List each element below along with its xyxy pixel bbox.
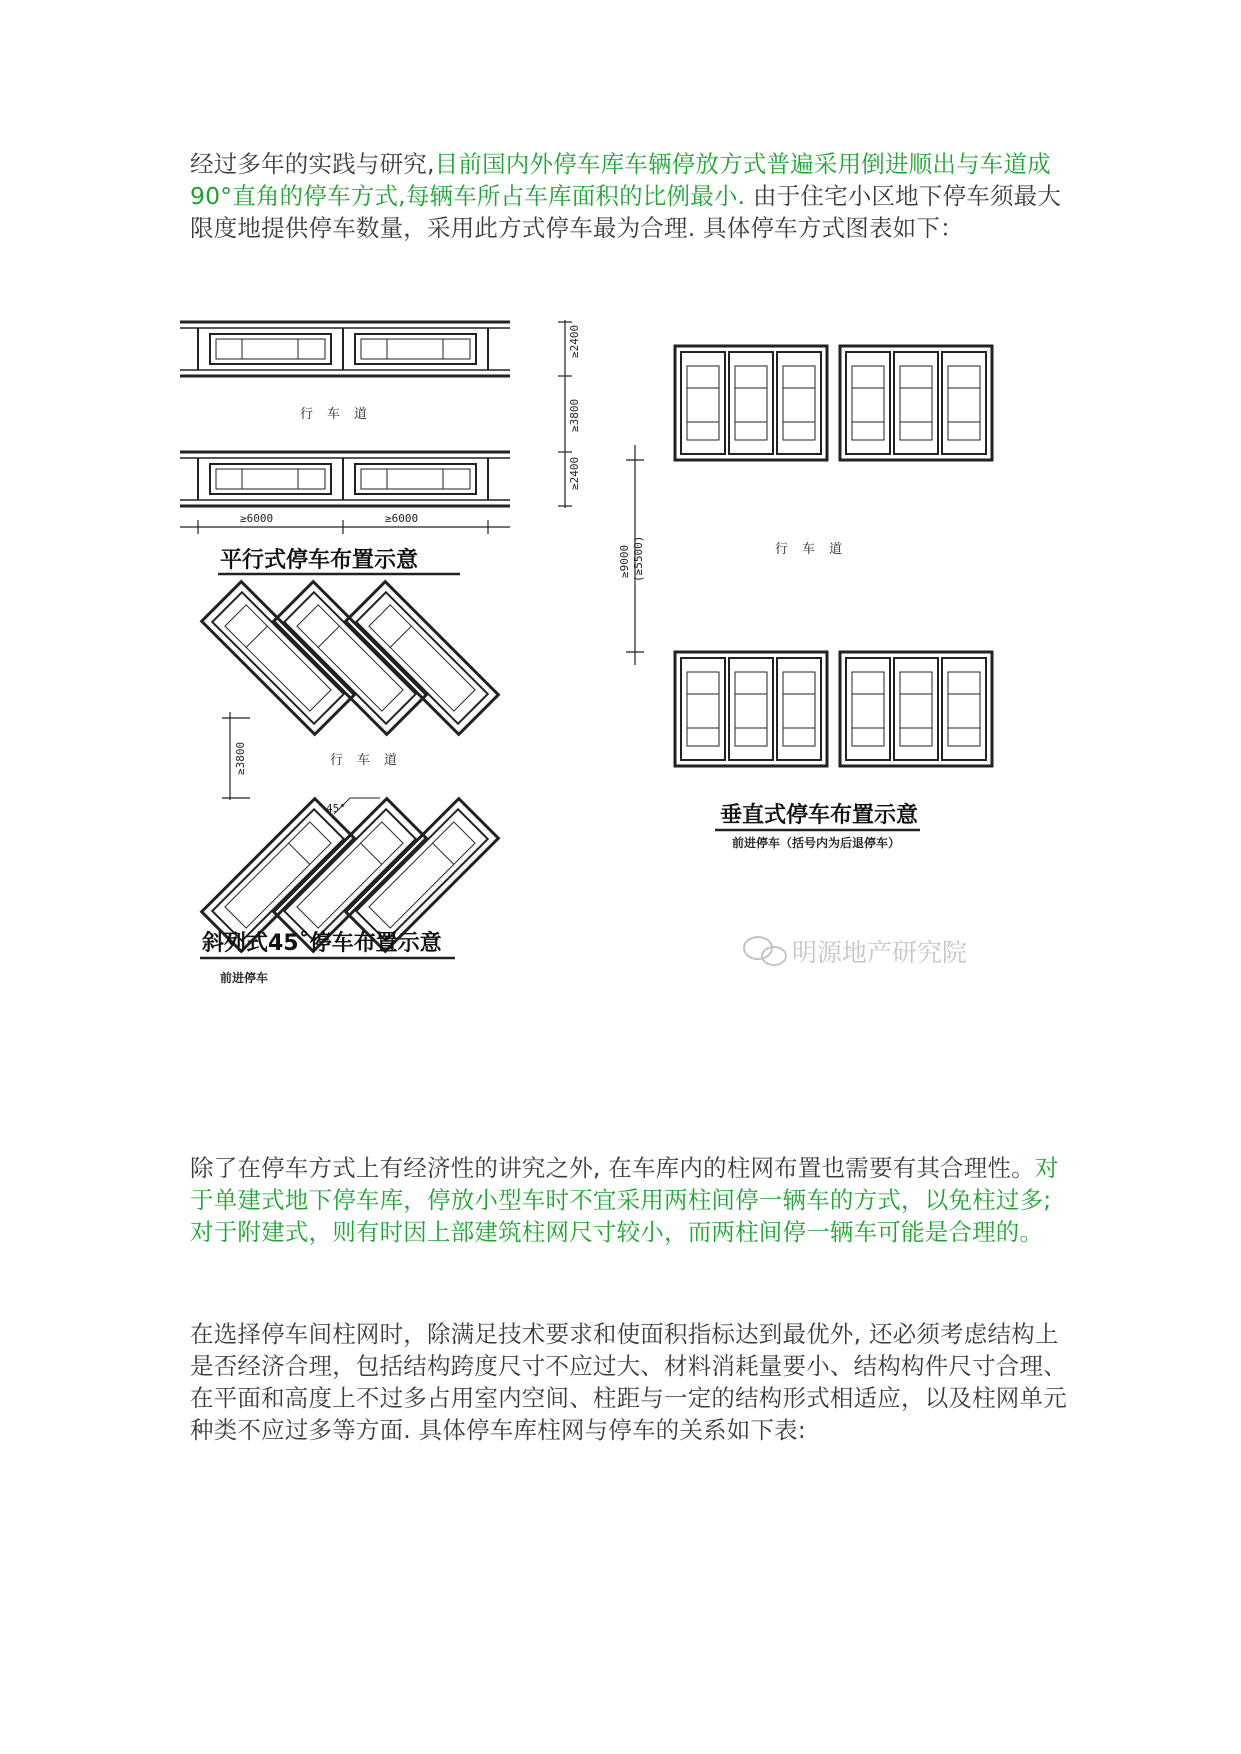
diagonal-road-label: 行车道 xyxy=(330,753,412,768)
dim-width-1: ≥2400 xyxy=(568,324,581,358)
column-grid-paragraph xyxy=(190,1152,1070,1248)
parking-layout-figure xyxy=(180,320,1130,1120)
car-icon xyxy=(202,799,355,952)
perpendicular-title: 垂直式停车布置示意 xyxy=(720,803,919,828)
dim-length-1: ≥6000 xyxy=(240,512,274,525)
watermark xyxy=(744,937,967,967)
parallel-title: 平行式停车布置示意 xyxy=(220,548,419,573)
car-icon xyxy=(894,658,938,760)
car-icon xyxy=(210,464,331,494)
car-icon xyxy=(355,334,476,364)
car-icon xyxy=(729,352,773,454)
perp-road-label: 行车道 xyxy=(775,542,857,557)
perp-dim-aisle: ≥9000 xyxy=(618,544,631,578)
watermark-text: 明源地产研究院 xyxy=(792,938,968,967)
diagonal-dim-aisle: ≥3800 xyxy=(234,741,247,775)
dim-aisle: ≥3800 xyxy=(568,398,581,432)
intro-text-end: 由于住宅小区地下停车须最大限度地提供停车数量，采用此方式停车最为合理. 具体停车方式图表如下： xyxy=(190,182,1062,242)
car-icon xyxy=(681,658,725,760)
car-icon xyxy=(729,658,773,760)
diagonal-note: 前进停车 xyxy=(220,971,269,985)
perpendicular-dimension xyxy=(626,445,920,830)
column-grid-text: 除了在停车方式上有经济性的讲究之外, 在车库内的柱网布置也需要有其合理性。 xyxy=(190,1154,1035,1182)
intro-text: 经过多年的实践与研究, xyxy=(190,150,435,178)
car-icon xyxy=(777,352,821,454)
car-icon xyxy=(355,464,476,494)
diagonal-title: 斜列式45˚停车布置示意 xyxy=(202,931,442,956)
car-icon xyxy=(846,352,890,454)
parallel-layout xyxy=(180,320,572,574)
intro-highlight: 目前国内外停车库车辆停放方式普遍采用倒进顺出与车道成 90°直角的停车方式,每辆车所占车库面积的比例最小. xyxy=(190,150,1051,210)
car-icon xyxy=(846,658,890,760)
car-icon xyxy=(942,658,986,760)
car-icon xyxy=(202,582,355,735)
car-icon xyxy=(210,334,331,364)
parallel-road-label: 行车道 xyxy=(300,407,382,422)
intro-paragraph xyxy=(190,148,1070,244)
car-icon xyxy=(346,582,499,735)
selection-paragraph xyxy=(190,1318,1070,1446)
dim-length-2: ≥6000 xyxy=(385,512,419,525)
car-icon xyxy=(777,658,821,760)
angle-label: 45° xyxy=(326,802,346,815)
car-icon xyxy=(274,582,427,735)
car-icon xyxy=(942,352,986,454)
car-icon xyxy=(346,799,499,952)
parking-diagram xyxy=(180,320,1130,1120)
perp-dim-aisle-alt: (≥5500) xyxy=(632,535,645,582)
car-icon xyxy=(894,352,938,454)
wechat-icon xyxy=(744,937,786,965)
dim-width-2: ≥2400 xyxy=(568,456,581,490)
perpendicular-note: 前进停车（括号内为后退停车） xyxy=(732,836,901,850)
car-icon xyxy=(274,799,427,952)
car-icon xyxy=(681,352,725,454)
column-grid-highlight: 对于单建式地下停车库，停放小型车时不宜采用两柱间停一辆车的方式，以免柱过多; 对于附建式，则有时因上部建筑柱网尺寸较小，而两柱间停一辆车可能是合理的。 xyxy=(190,1154,1059,1246)
selection-text: 在选择停车间柱网时，除满足技术要求和使面积指标达到最优外, 还必须考虑结构上是否经济合理，包括结构跨度尺寸不应过大、材料消耗量要小、结构构件尺寸合理、在平面和高度上不过多占用室内空间、柱距与一定的结构形式相适应，以及柱网单元种类不应过多等方面. 具体停车库柱网与停车的关系如下表: xyxy=(190,1320,1067,1444)
